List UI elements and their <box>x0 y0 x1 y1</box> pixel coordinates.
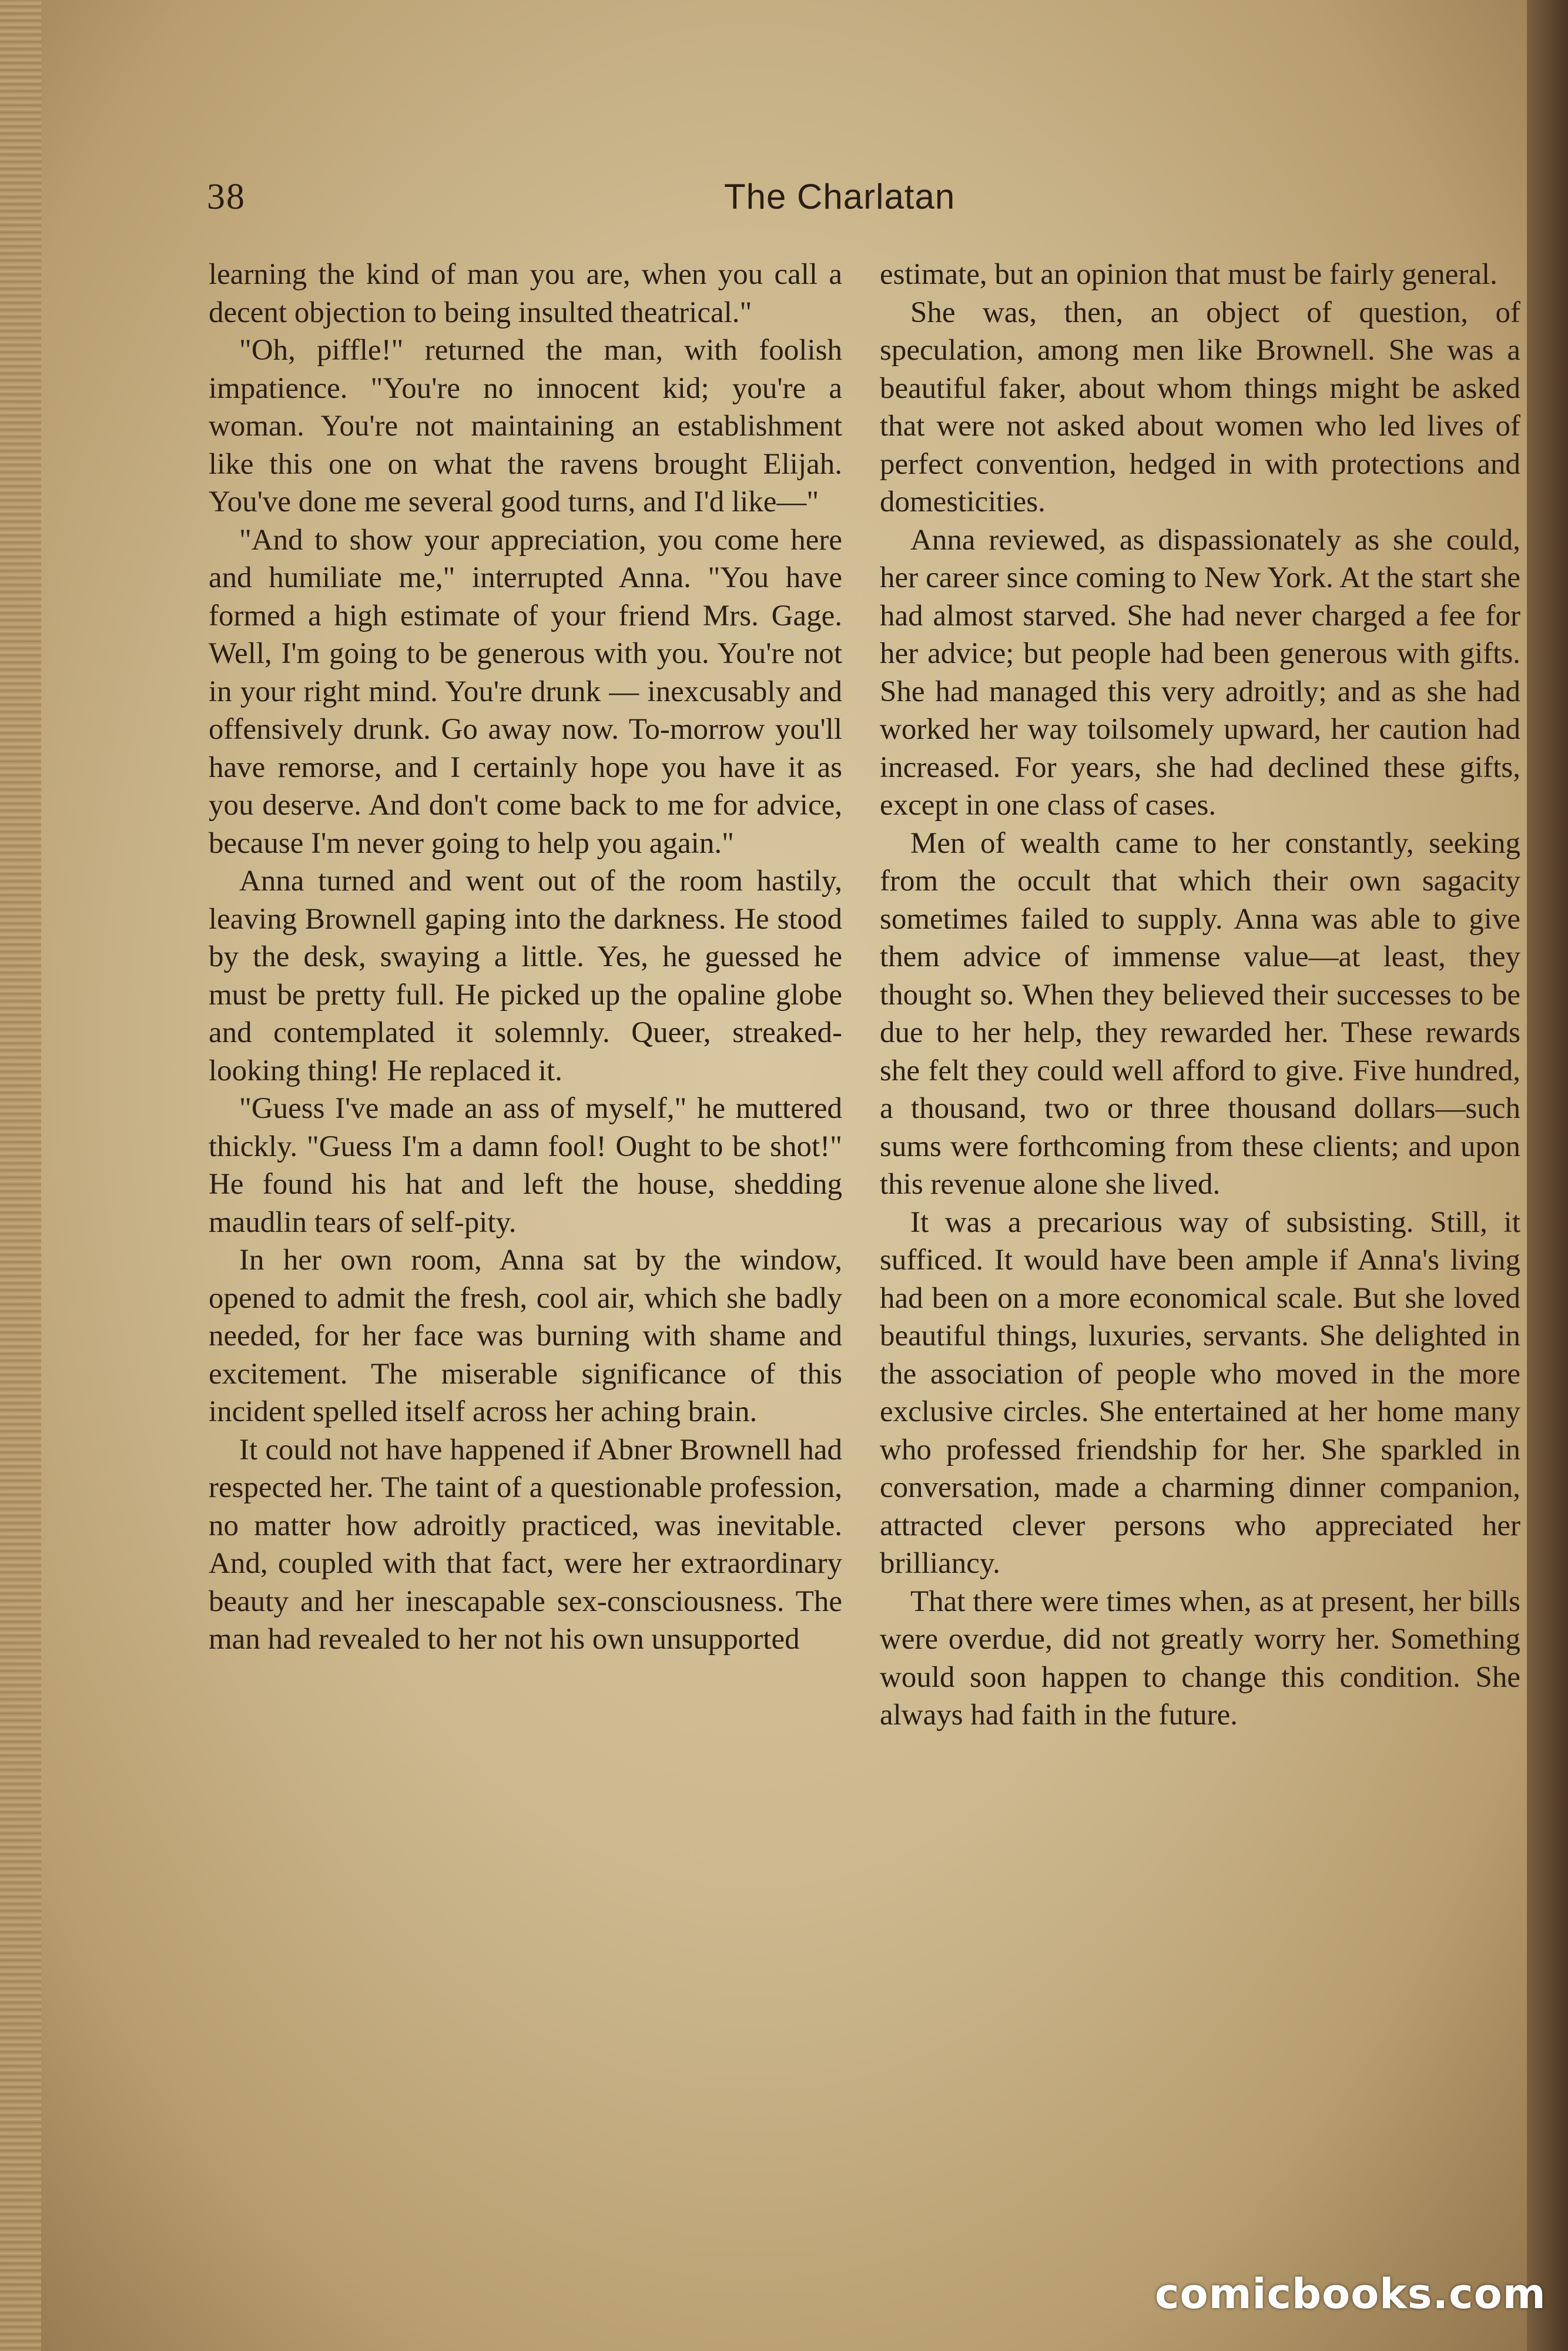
running-title: The Charlatan <box>724 177 956 216</box>
paragraph: Anna turned and went out of the room hastily, leaving Brownell gaping into the darkness. He stood by the desk, swaying a little. Yes, he guessed he must be pretty full. He picked up the opaline globe and contemplated it solemnly. Queer, streaked-looking thing! He replaced it. <box>209 865 842 1087</box>
paragraph: learning the kind of man you are, when you call a decent objection to being insulted theatrical." <box>209 258 842 329</box>
paragraph: She was, then, an object of question, of speculation, among men like Brownell. She was a beautiful faker, about whom things might be asked that were not asked about women who led lives of perfect convention, hedged in with protections and domesticities. <box>880 296 1520 518</box>
paragraph: "Oh, piffle!" returned the man, with foolish impatience. "You're no innocent kid; you're a woman. You're not maintaining an establishment like this one on what the ravens brought Elijah. You've done me several good turns, and I'd like—" <box>209 334 842 518</box>
paragraph: Anna reviewed, as dispassionately as she could, her career since coming to New York. At the start she had almost starved. She had never charged a fee for her advice; but people had been generous with gifts. She had managed this very adroitly; and as she had worked her way toilsomely upward, her caution had increased. For years, she had declined these gifts, except in one class of cases. <box>880 523 1520 822</box>
paragraph: "Guess I've made an ass of myself," he muttered thickly. "Guess I'm a damn fool! Ought to be shot!" He found his hat and left the house, shedding maudlin tears of self-pity. <box>209 1092 842 1239</box>
paragraph: estimate, but an opinion that must be fairly general. <box>880 258 1497 291</box>
text-column-right <box>880 256 1520 1734</box>
page-right-edge <box>1527 0 1568 2351</box>
paragraph: "And to show your appreciation, you come here and humiliate me," interrupted Anna. "You have formed a high estimate of your friend Mrs. Gage. Well, I'm going to be generous with you. You're not in your right mind. You're drunk — inexcusably and offensively drunk. Go away now. To-morrow you'll have remorse, and I certainly hope you have it as you deserve. And don't come back to me for advice, because I'm never going to help you again." <box>209 523 842 860</box>
paragraph: In her own room, Anna sat by the window, opened to admit the fresh, cool air, which she badly needed, for her face was burning with shame and excitement. The miserable significance of this incident spelled itself across her aching brain. <box>209 1244 842 1428</box>
page-spine-edge <box>0 0 41 2351</box>
paragraph: It could not have happened if Abner Brownell had respected her. The taint of a questionable profession, no matter how adroitly practiced, was inevitable. And, coupled with that fact, were her extraordinary beauty and her inescapable sex-consciousness. The man had revealed to her not his own unsupported <box>209 1433 842 1656</box>
text-column-left <box>209 256 842 1659</box>
paragraph: It was a precarious way of subsisting. Still, it sufficed. It would have been ample if Anna's living had been on a more economical scale. But she loved beautiful things, luxuries, servants. She delighted in the association of people who moved in the more exclusive circles. She entertained at her home many who professed friendship for her. She sparkled in conversation, made a charming dinner companion, attracted clever persons who appreciated her brilliancy. <box>880 1205 1520 1580</box>
page-number: 38 <box>207 177 246 217</box>
watermark: comicbooks.com <box>1155 2270 1546 2318</box>
page-header <box>207 176 1018 229</box>
paragraph: That there were times when, as at present, her bills were overdue, did not greatly worry her. Something would soon happen to change this condition. She always had faith in the future. <box>880 1585 1520 1732</box>
paragraph: Men of wealth came to her constantly, seeking from the occult that which their own sagacity sometimes failed to supply. Anna was able to give them advice of immense value—at least, they thought so. When they believed their successes to be due to her help, they rewarded her. These rewards she felt they could well afford to give. Five hundred, a thousand, two or three thousand dollars—such sums were forthcoming from these clients; and upon this revenue alone she lived. <box>880 826 1520 1201</box>
